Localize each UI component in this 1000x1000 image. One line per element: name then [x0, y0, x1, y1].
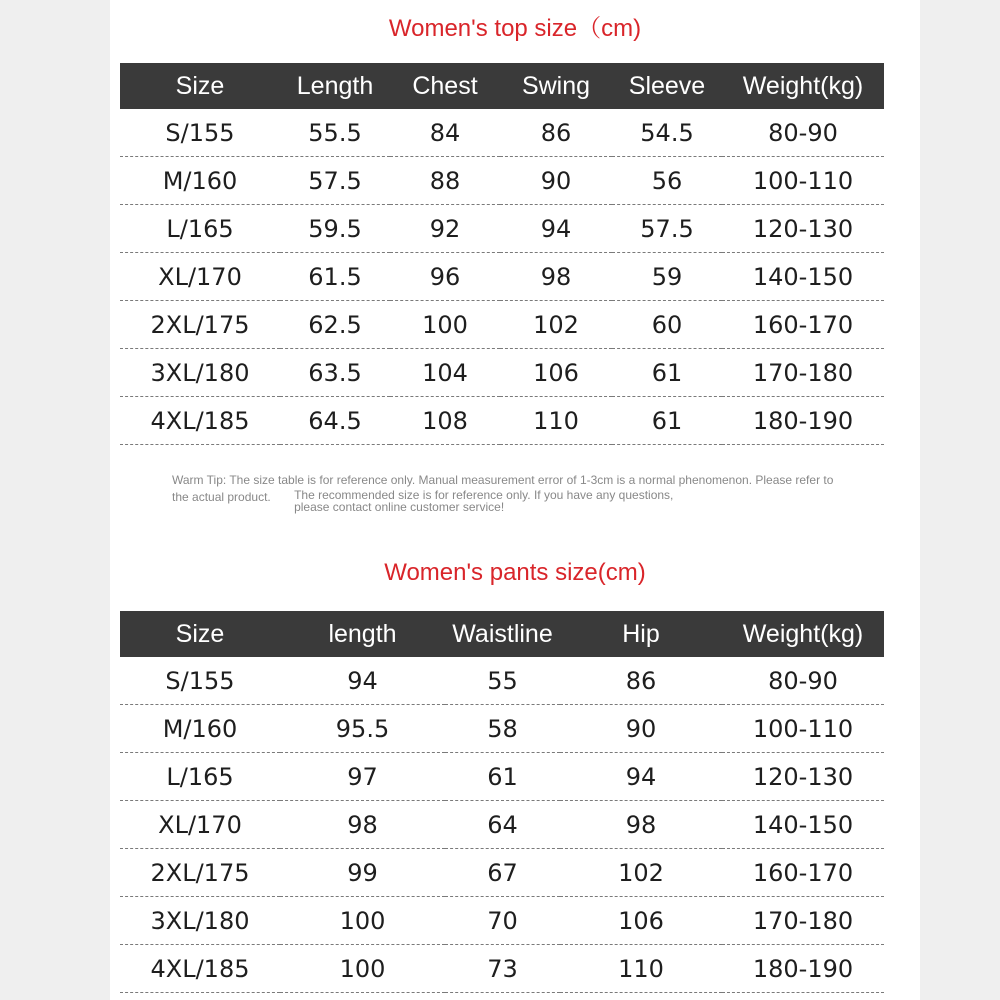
table-cell: 61.5	[280, 253, 390, 301]
size-cell: S/155	[120, 657, 280, 705]
table-cell: 86	[500, 109, 612, 157]
table-cell: 67	[445, 849, 560, 897]
table-cell: 110	[500, 397, 612, 445]
table-cell: 96	[390, 253, 500, 301]
table-cell: 92	[390, 205, 500, 253]
table-cell: 59.5	[280, 205, 390, 253]
size-cell: L/165	[120, 753, 280, 801]
table-cell: 106	[560, 897, 722, 945]
table-cell: 160-170	[722, 849, 884, 897]
size-cell: 3XL/180	[120, 349, 280, 397]
table-cell: 102	[560, 849, 722, 897]
pants-table-header-row	[120, 611, 884, 657]
table-row	[120, 705, 884, 753]
table-row	[120, 349, 884, 397]
table-cell: 97	[280, 753, 445, 801]
column-header: length	[280, 611, 445, 657]
table-cell: 98	[560, 801, 722, 849]
size-cell: M/160	[120, 705, 280, 753]
table-cell: 102	[500, 301, 612, 349]
table-row	[120, 157, 884, 205]
warm-tip	[172, 472, 887, 513]
table-cell: 170-180	[722, 349, 884, 397]
table-cell: 170-180	[722, 897, 884, 945]
pants-size-title: Women's pants size(cm)	[384, 559, 646, 586]
column-header: Swing	[500, 63, 612, 109]
tip-line-part: The recommended size is for reference only. If you have any questions,	[294, 488, 674, 503]
table-cell: 57.5	[280, 157, 390, 205]
table-row	[120, 301, 884, 349]
table-row	[120, 753, 884, 801]
table-cell: 95.5	[280, 705, 445, 753]
table-cell: 160-170	[722, 301, 884, 349]
size-cell: S/155	[120, 109, 280, 157]
table-cell: 55.5	[280, 109, 390, 157]
table-cell: 88	[390, 157, 500, 205]
table-cell: 98	[500, 253, 612, 301]
column-header: Sleeve	[612, 63, 722, 109]
column-header: Chest	[390, 63, 500, 109]
table-cell: 64.5	[280, 397, 390, 445]
table-cell: 80-90	[722, 109, 884, 157]
table-cell: 99	[280, 849, 445, 897]
table-cell: 94	[500, 205, 612, 253]
table-cell: 57.5	[612, 205, 722, 253]
table-row	[120, 109, 884, 157]
column-header: Length	[280, 63, 390, 109]
top-table-header-row	[120, 63, 884, 109]
table-cell: 90	[560, 705, 722, 753]
table-cell: 100-110	[722, 705, 884, 753]
top-table-body	[120, 109, 884, 445]
table-cell: 60	[612, 301, 722, 349]
table-cell: 84	[390, 109, 500, 157]
table-cell: 100	[280, 897, 445, 945]
table-cell: 61	[445, 753, 560, 801]
table-cell: 104	[390, 349, 500, 397]
table-cell: 100-110	[722, 157, 884, 205]
table-row	[120, 945, 884, 993]
size-chart-sheet	[110, 0, 920, 1000]
table-cell: 62.5	[280, 301, 390, 349]
column-header: Size	[120, 63, 280, 109]
table-row	[120, 801, 884, 849]
column-header: Waistline	[445, 611, 560, 657]
table-row	[120, 897, 884, 945]
table-cell: 61	[612, 349, 722, 397]
table-cell: 70	[445, 897, 560, 945]
table-cell: 100	[390, 301, 500, 349]
size-cell: 4XL/185	[120, 945, 280, 993]
table-cell: 54.5	[612, 109, 722, 157]
table-row	[120, 397, 884, 445]
column-header: Hip	[560, 611, 722, 657]
table-cell: 120-130	[722, 205, 884, 253]
table-cell: 140-150	[722, 253, 884, 301]
pants-table-body	[120, 657, 884, 993]
size-cell: 2XL/175	[120, 849, 280, 897]
table-row	[120, 657, 884, 705]
table-cell: 63.5	[280, 349, 390, 397]
size-cell: 4XL/185	[120, 397, 280, 445]
table-cell: 108	[390, 397, 500, 445]
table-cell: 110	[560, 945, 722, 993]
table-cell: 94	[280, 657, 445, 705]
table-cell: 140-150	[722, 801, 884, 849]
column-header: Size	[120, 611, 280, 657]
size-cell: XL/170	[120, 801, 280, 849]
table-cell: 64	[445, 801, 560, 849]
tip-line: Warm Tip: The size table is for reference only. Manual measurement error of 1-3cm is a normal phenomenon. Please refer to	[172, 473, 834, 487]
table-cell: 73	[445, 945, 560, 993]
table-cell: 180-190	[722, 945, 884, 993]
tip-line: the actual product.	[172, 490, 271, 505]
top-size-table	[120, 63, 884, 445]
column-header: Weight(kg)	[722, 63, 884, 109]
column-header: Weight(kg)	[722, 611, 884, 657]
table-cell: 59	[612, 253, 722, 301]
table-cell: 98	[280, 801, 445, 849]
table-row	[120, 849, 884, 897]
table-cell: 100	[280, 945, 445, 993]
table-row	[120, 253, 884, 301]
size-cell: L/165	[120, 205, 280, 253]
table-cell: 80-90	[722, 657, 884, 705]
table-cell: 120-130	[722, 753, 884, 801]
table-cell: 61	[612, 397, 722, 445]
size-cell: M/160	[120, 157, 280, 205]
table-cell: 56	[612, 157, 722, 205]
table-cell: 180-190	[722, 397, 884, 445]
table-cell: 106	[500, 349, 612, 397]
tip-line	[294, 489, 673, 513]
table-cell: 86	[560, 657, 722, 705]
tip-line-part: please contact online customer service!	[294, 500, 505, 515]
table-cell: 94	[560, 753, 722, 801]
table-cell: 55	[445, 657, 560, 705]
table-row	[120, 205, 884, 253]
top-size-title: Women's top size（cm)	[388, 15, 642, 42]
size-cell: 2XL/175	[120, 301, 280, 349]
table-cell: 58	[445, 705, 560, 753]
size-cell: 3XL/180	[120, 897, 280, 945]
table-cell: 90	[500, 157, 612, 205]
pants-size-table	[120, 611, 884, 993]
size-cell: XL/170	[120, 253, 280, 301]
